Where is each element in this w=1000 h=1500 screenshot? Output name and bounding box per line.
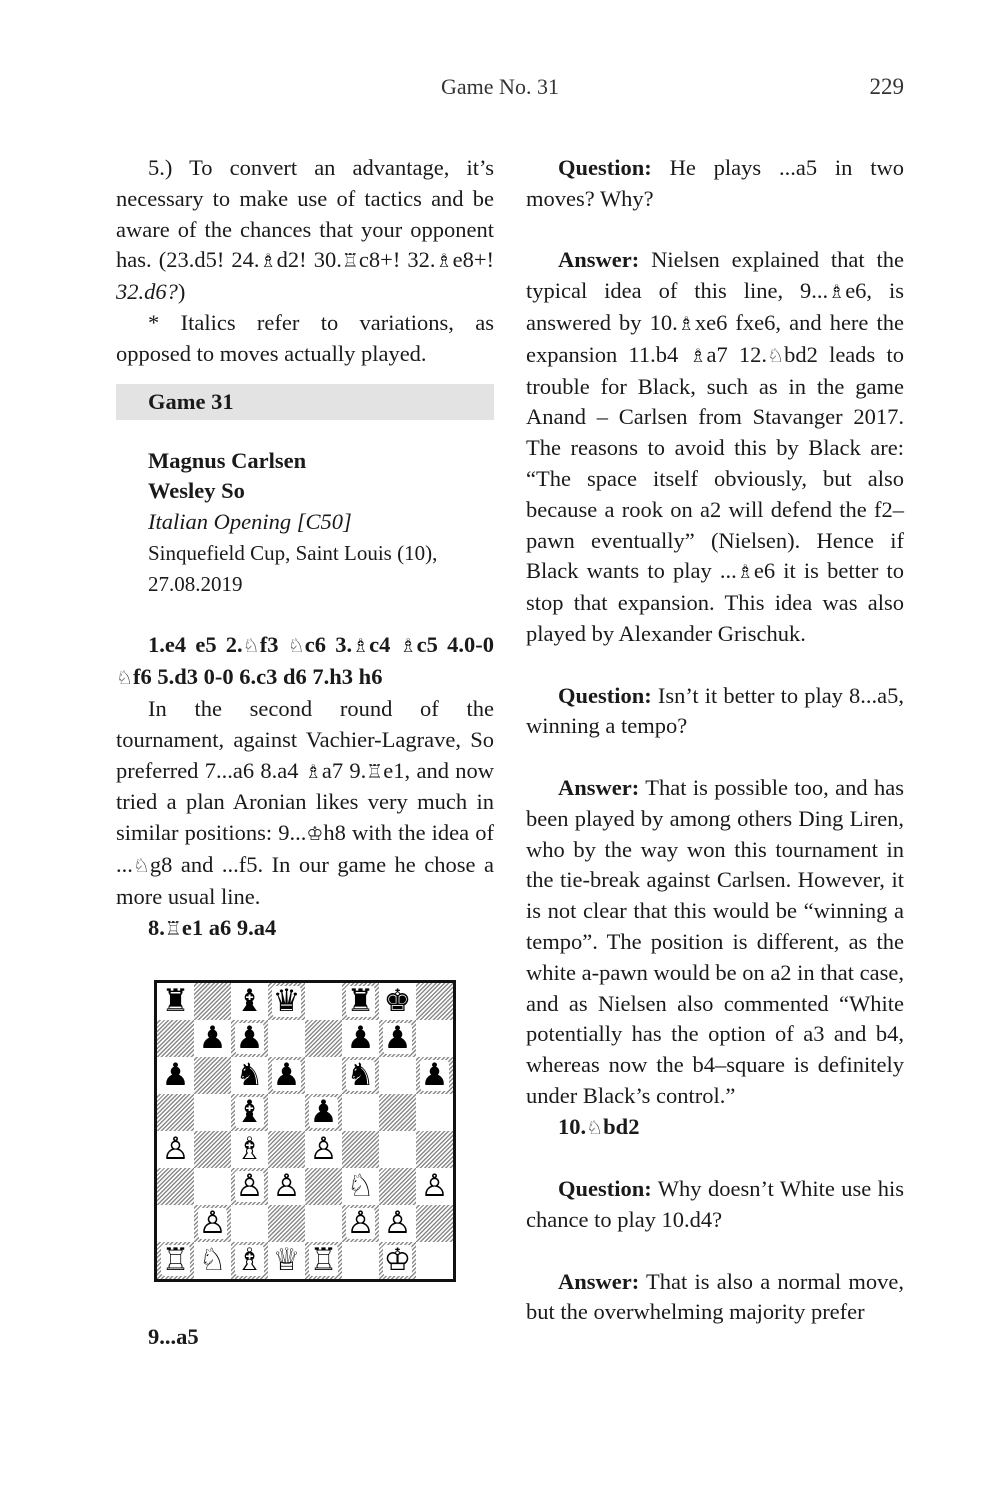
square-a4: [157, 1131, 194, 1168]
black-king-icon: ♚: [383, 983, 412, 1020]
bishop-figurine-icon: ♗: [259, 250, 277, 273]
rook-figurine-icon: ♖: [341, 250, 359, 273]
knight-figurine-icon: ♘: [586, 1116, 604, 1139]
square-d7: [268, 1020, 305, 1057]
knight-figurine-icon: ♘: [767, 344, 785, 367]
event-name: Sinquefield Cup, Saint Louis (10),: [148, 540, 438, 565]
square-g8: [379, 983, 416, 1020]
bishop-figurine-icon: ♗: [399, 635, 417, 658]
commentary-paragraph: In the second round of the tournament, against Vachier-Lagrave, So preferred 7...a6 8.a4 ♗a7 9.♖e1, and now tried a plan Aronian likes very much in similar positions: 9...♔h8 with the idea of ...♘g8 and ...f5. In our game he chose a more usual line.: [116, 695, 494, 909]
square-d4: [268, 1131, 305, 1168]
square-f1: [342, 1242, 379, 1279]
white-pawn-icon: ♙: [420, 1168, 449, 1205]
square-d3: [268, 1168, 305, 1205]
square-h4: [416, 1131, 453, 1168]
square-g3: [379, 1168, 416, 1205]
game-heading: Game 31: [116, 384, 494, 420]
white-king-icon: ♔: [383, 1242, 412, 1279]
square-b2: [194, 1205, 231, 1242]
chess-board-diagram: [154, 980, 456, 1282]
left-column: [116, 153, 494, 1353]
square-c5: [231, 1094, 268, 1131]
black-knight-icon: ♞: [346, 1057, 375, 1094]
black-rook-icon: ♜: [346, 983, 375, 1020]
black-pawn-icon: ♟: [309, 1094, 338, 1131]
square-e1: [305, 1242, 342, 1279]
white-pawn-icon: ♙: [198, 1205, 227, 1242]
answer-1: Answer: Nielsen explained that the typical idea of this line, 9...♗e6, is answered by 10.♗xe6 fxe6, and here the expansion 11.b4 ♗a7 12.♘bd2 leads to trouble for Black, such as in the game Anand – Carlsen from Stavanger 2017. The reasons to avoid this by Black are: “The space itself obviously, but also because a rook on a2 will defend the f2–pawn eventually” (Nielsen). Hence if Black wants to play ...♗e6 it is better to stop that expansion. This idea was also played by Alexander Grischuk.: [526, 247, 905, 646]
game-date: 27.08.2019: [148, 571, 243, 596]
answer-label: Answer:: [558, 1268, 640, 1294]
black-player: Wesley So: [148, 478, 245, 504]
running-header-title: Game No. 31: [441, 74, 559, 99]
bishop-figurine-icon: ♗: [435, 250, 453, 273]
square-f8: [342, 983, 379, 1020]
white-pawn-icon: ♙: [383, 1205, 412, 1242]
opening-name: Italian Opening [C50]: [148, 509, 352, 535]
black-rook-icon: ♜: [161, 983, 190, 1020]
square-g7: [379, 1020, 416, 1057]
white-bishop-icon: ♗: [235, 1131, 264, 1168]
square-h2: [416, 1205, 453, 1242]
bishop-figurine-icon: ♗: [677, 312, 695, 335]
square-a7: [157, 1020, 194, 1057]
square-e4: [305, 1131, 342, 1168]
black-pawn-icon: ♟: [383, 1020, 412, 1057]
square-f2: [342, 1205, 379, 1242]
square-d5: [268, 1094, 305, 1131]
square-e5: [305, 1094, 342, 1131]
square-f3: [342, 1168, 379, 1205]
white-player: Magnus Carlsen: [148, 447, 307, 473]
square-b5: [194, 1094, 231, 1131]
square-b3: [194, 1168, 231, 1205]
square-d6: [268, 1057, 305, 1094]
question-2: Question: Isn’t it better to play 8...a5, winning a tempo?: [526, 682, 904, 739]
rook-figurine-icon: ♖: [164, 917, 182, 940]
black-pawn-icon: ♟: [198, 1020, 227, 1057]
square-c3: [231, 1168, 268, 1205]
question-label: Question:: [558, 155, 652, 180]
knight-figurine-icon: ♘: [242, 635, 260, 658]
white-rook-icon: ♖: [309, 1242, 338, 1279]
white-bishop-icon: ♗: [235, 1242, 264, 1279]
square-a1: [157, 1242, 194, 1279]
square-a2: [157, 1205, 194, 1242]
square-h7: [416, 1020, 453, 1057]
square-e8: [305, 983, 342, 1020]
bishop-figurine-icon: ♗: [828, 281, 846, 304]
white-pawn-icon: ♙: [272, 1168, 301, 1205]
square-d8: [268, 983, 305, 1020]
square-f4: [342, 1131, 379, 1168]
square-a5: [157, 1094, 194, 1131]
square-e3: [305, 1168, 342, 1205]
square-b1: [194, 1242, 231, 1279]
bishop-figurine-icon: ♗: [352, 635, 370, 658]
white-knight-icon: ♘: [198, 1242, 227, 1279]
question-label: Question:: [558, 1176, 652, 1202]
black-pawn-icon: ♟: [161, 1057, 190, 1094]
square-c4: [231, 1131, 268, 1168]
square-h1: [416, 1242, 453, 1279]
page-number: 229: [869, 74, 904, 99]
black-bishop-icon: ♝: [235, 983, 264, 1020]
black-knight-icon: ♞: [235, 1057, 264, 1094]
move-eight: 8.♖e1 a6 9.a4: [148, 914, 277, 940]
rook-figurine-icon: ♖: [366, 760, 384, 783]
bishop-figurine-icon: ♗: [689, 344, 707, 367]
right-column: [526, 153, 904, 1328]
square-b6: [194, 1057, 231, 1094]
white-pawn-icon: ♙: [346, 1205, 375, 1242]
answer-label: Answer:: [558, 247, 640, 273]
black-pawn-icon: ♟: [420, 1057, 449, 1094]
question-label: Question:: [558, 682, 652, 708]
square-e6: [305, 1057, 342, 1094]
square-c7: [231, 1020, 268, 1057]
square-f5: [342, 1094, 379, 1131]
king-figurine-icon: ♔: [306, 823, 324, 846]
white-knight-icon: ♘: [346, 1168, 375, 1205]
black-pawn-icon: ♟: [272, 1057, 301, 1094]
square-a3: [157, 1168, 194, 1205]
square-c2: [231, 1205, 268, 1242]
square-d2: [268, 1205, 305, 1242]
square-c8: [231, 983, 268, 1020]
square-c6: [231, 1057, 268, 1094]
answer-label: Answer:: [558, 774, 640, 800]
question-1: Question: He plays ...a5 in two moves? Why?: [526, 155, 904, 211]
square-h3: [416, 1168, 453, 1205]
square-a8: [157, 983, 194, 1020]
knight-figurine-icon: ♘: [132, 854, 150, 877]
square-g5: [379, 1094, 416, 1131]
black-pawn-icon: ♟: [346, 1020, 375, 1057]
square-e7: [305, 1020, 342, 1057]
square-f7: [342, 1020, 379, 1057]
square-h8: [416, 983, 453, 1020]
black-pawn-icon: ♟: [235, 1020, 264, 1057]
square-b7: [194, 1020, 231, 1057]
square-h5: [416, 1094, 453, 1131]
white-pawn-icon: ♙: [161, 1131, 190, 1168]
italics-note: * Italics refer to variations, as opposed to moves actually played.: [116, 309, 494, 366]
black-bishop-icon: ♝: [235, 1094, 264, 1131]
move-ten: 10.♘bd2: [558, 1113, 640, 1139]
bishop-figurine-icon: ♗: [304, 760, 322, 783]
square-b8: [194, 983, 231, 1020]
move-nine: 9...a5: [148, 1324, 199, 1350]
summary-point-5: 5.) To convert an advantage, it’s necessary to make use of tactics and be aware of the chances that your opponent has. (23.d5! 24.♗d2! 30.♖c8+! 32.♗e8+! 32.d6?): [116, 155, 495, 305]
answer-2: Answer: That is possible too, and has been played by among others Ding Liren, who by the way won this tournament in the tie-break against Carlsen. However, it is not clear that this would be “winning a tempo”. The position is different, as the white a-pawn would be on a2 in that case, and as Nielsen also commented “White potentially has the option of a3 and b4, whereas now the b4–square is definitely under Black’s control.”: [526, 774, 905, 1108]
black-queen-icon: ♛: [272, 983, 301, 1020]
square-e2: [305, 1205, 342, 1242]
white-queen-icon: ♕: [272, 1242, 301, 1279]
square-g1: [379, 1242, 416, 1279]
square-h6: [416, 1057, 453, 1094]
bishop-figurine-icon: ♗: [736, 561, 754, 584]
square-d1: [268, 1242, 305, 1279]
white-rook-icon: ♖: [161, 1242, 190, 1279]
square-b4: [194, 1131, 231, 1168]
square-g2: [379, 1205, 416, 1242]
square-a6: [157, 1057, 194, 1094]
square-g6: [379, 1057, 416, 1094]
game-metadata: [116, 446, 494, 600]
question-3: Question: Why doesn’t White use his chance to play 10.d4?: [526, 1176, 904, 1233]
square-f6: [342, 1057, 379, 1094]
square-g4: [379, 1131, 416, 1168]
white-pawn-icon: ♙: [309, 1131, 338, 1168]
answer-3: Answer: That is also a normal move, but the overwhelming majority prefer: [526, 1268, 904, 1325]
opening-moves: 1.e4 e5 2.♘f3 ♘c6 3.♗c4 ♗c5 4.0-0 ♘f6 5.d3 0-0 6.c3 d6 7.h3 h6: [116, 632, 494, 690]
knight-figurine-icon: ♘: [287, 635, 305, 658]
knight-figurine-icon: ♘: [116, 667, 134, 690]
square-c1: [231, 1242, 268, 1279]
white-pawn-icon: ♙: [235, 1168, 264, 1205]
